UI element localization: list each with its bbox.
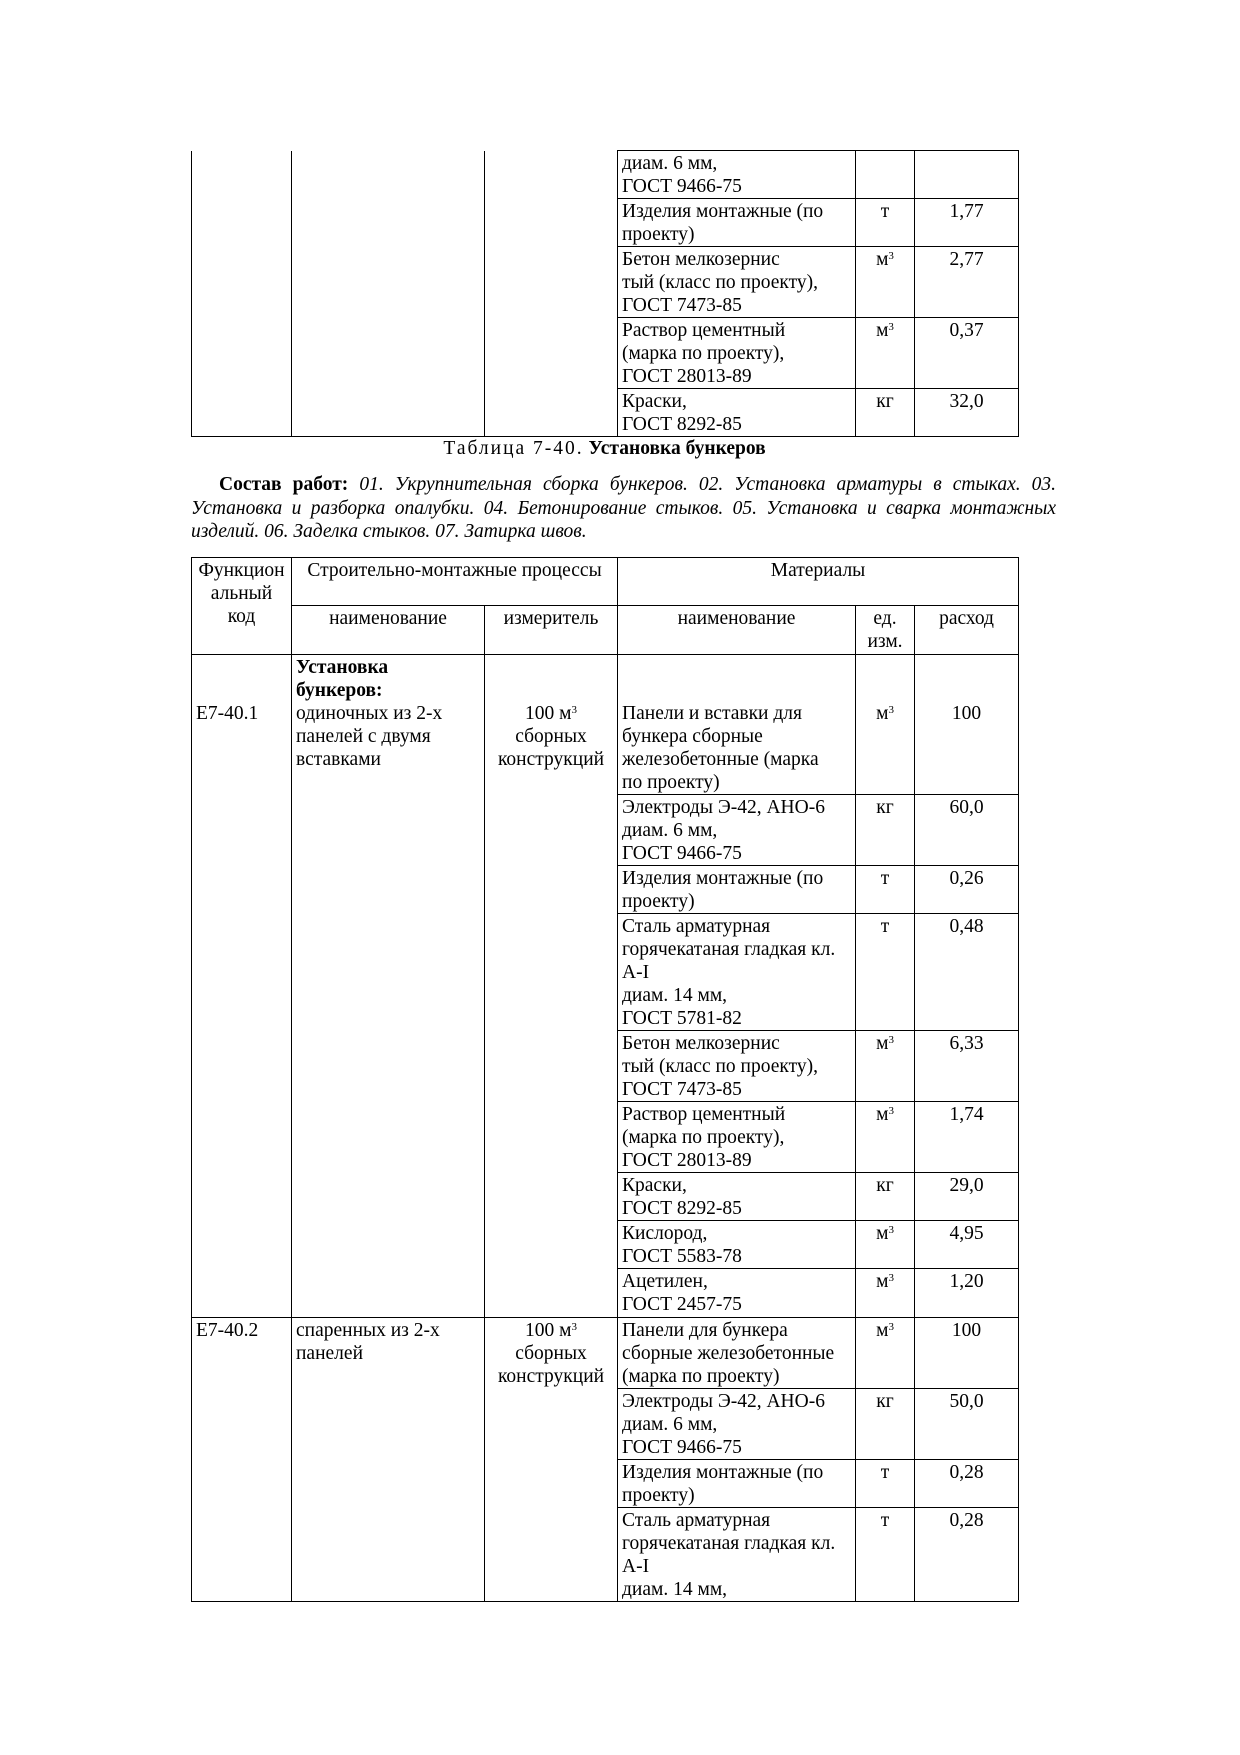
table-row	[192, 655, 1019, 795]
consumption-cell: 60,0	[915, 795, 1019, 866]
unit-cell: кг	[856, 1173, 915, 1221]
empty-code-cell	[192, 1031, 292, 1102]
material-name-cell: Кислород, ГОСТ 5583-78	[618, 1221, 856, 1269]
consumption-cell: 1,77	[915, 199, 1019, 247]
unit-cell: $м^3$	[856, 247, 915, 318]
table-row	[192, 914, 1019, 1031]
material-name-cell: Бетон мелкозернис тый (класс по проекту), ГОСТ 7473-85	[618, 1031, 856, 1102]
consumption-cell: 0,37	[915, 318, 1019, 389]
empty-meter-cell	[485, 866, 618, 914]
unit-cell: $м^3$	[856, 1102, 915, 1173]
table-row	[192, 866, 1019, 914]
consumption-cell: 29,0	[915, 1173, 1019, 1221]
empty-code-cell	[192, 1221, 292, 1269]
continuation-table	[191, 150, 1019, 437]
material-name-cell: Изделия монтажные (по проекту)	[618, 866, 856, 914]
consumption-cell: 2,77	[915, 247, 1019, 318]
consumption-cell: 50,0	[915, 1389, 1019, 1460]
empty-meter-cell	[485, 795, 618, 866]
consumption-cell: 0,26	[915, 866, 1019, 914]
unit-cell: $м^3$	[856, 1221, 915, 1269]
empty-code-cell	[192, 247, 292, 318]
material-name-cell: диам. 6 мм, ГОСТ 9466-75	[618, 151, 856, 199]
consumption-cell: 4,95	[915, 1221, 1019, 1269]
main-table-body	[192, 655, 1019, 1602]
consumption-cell: 0,28	[915, 1508, 1019, 1602]
process-name-cell: спаренных из 2-х панелей	[292, 1318, 485, 1389]
functional-code-cell: Е7-40.2	[192, 1318, 292, 1389]
consumption-cell: 0,48	[915, 914, 1019, 1031]
header-process-name: наименование	[292, 606, 485, 655]
empty-code-cell	[192, 866, 292, 914]
material-name-cell: Изделия монтажные (по проекту)	[618, 1460, 856, 1508]
empty-process-cell	[292, 914, 485, 1031]
table-row	[192, 247, 1019, 318]
empty-meter-cell	[485, 199, 618, 247]
main-table	[191, 557, 1019, 1602]
material-name-cell: Панели для бункера сборные железобетонные (марка по проекту)	[618, 1318, 856, 1389]
unit-cell: кг	[856, 1389, 915, 1460]
empty-meter-cell	[485, 1031, 618, 1102]
unit-cell: $м^3$	[856, 1269, 915, 1318]
empty-process-cell	[292, 1389, 485, 1460]
material-name-cell: Раствор цементный (марка по проекту), ГОСТ 28013-89	[618, 1102, 856, 1173]
unit-cell: $м^3$	[856, 655, 915, 795]
empty-code-cell	[192, 199, 292, 247]
header-materials: Материалы	[618, 558, 1019, 606]
caption-title: Установка бункеров	[588, 438, 766, 459]
caption-prefix: Таблица 7-40.	[443, 438, 584, 459]
unit-cell: $м^3$	[856, 318, 915, 389]
consumption-cell: 100	[915, 1318, 1019, 1389]
header-unit: ед. изм.	[856, 606, 915, 655]
table-row	[192, 389, 1019, 437]
table-row	[192, 1173, 1019, 1221]
material-name-cell: Сталь арматурная горячекатаная гладкая кл. А-I диам. 14 мм, ГОСТ 5781-82	[618, 914, 856, 1031]
table-row	[192, 1508, 1019, 1602]
composition-label: Состав работ:	[219, 474, 349, 495]
empty-meter-cell	[485, 1173, 618, 1221]
main-table-header	[192, 558, 1019, 655]
empty-meter-cell	[485, 1221, 618, 1269]
empty-code-cell	[192, 1508, 292, 1602]
header-processes: Строительно-монтажные процессы	[292, 558, 618, 606]
empty-meter-cell	[485, 247, 618, 318]
empty-process-cell	[292, 318, 485, 389]
material-name-cell: Электроды Э-42, АНО-6 диам. 6 мм, ГОСТ 9466-75	[618, 1389, 856, 1460]
unit-cell: т	[856, 199, 915, 247]
header-consumption: расход	[915, 606, 1019, 655]
empty-code-cell	[192, 1269, 292, 1318]
table-caption	[191, 438, 1018, 460]
table-row	[192, 1460, 1019, 1508]
continuation-table-body	[192, 151, 1019, 437]
material-name-cell: Ацетилен, ГОСТ 2457-75	[618, 1269, 856, 1318]
unit-cell: кг	[856, 389, 915, 437]
material-name-cell: Раствор цементный (марка по проекту), ГОСТ 28013-89	[618, 318, 856, 389]
table-row	[192, 1221, 1019, 1269]
empty-meter-cell	[485, 1389, 618, 1460]
empty-meter-cell	[485, 1508, 618, 1602]
consumption-cell: 6,33	[915, 1031, 1019, 1102]
table-row	[192, 1389, 1019, 1460]
empty-process-cell	[292, 1508, 485, 1602]
empty-process-cell	[292, 1102, 485, 1173]
consumption-cell: 32,0	[915, 389, 1019, 437]
empty-process-cell	[292, 199, 485, 247]
functional-code-cell: Е7-40.1	[192, 655, 292, 795]
empty-code-cell	[192, 389, 292, 437]
header-meter: измеритель	[485, 606, 618, 655]
material-name-cell: Изделия монтажные (по проекту)	[618, 199, 856, 247]
header-functional-code: Функцион альный код	[192, 558, 292, 655]
table-row	[192, 1031, 1019, 1102]
empty-code-cell	[192, 914, 292, 1031]
work-composition	[191, 473, 1056, 544]
empty-process-cell	[292, 1269, 485, 1318]
material-name-cell: Краски, ГОСТ 8292-85	[618, 389, 856, 437]
empty-process-cell	[292, 389, 485, 437]
empty-code-cell	[192, 1460, 292, 1508]
empty-meter-cell	[485, 1269, 618, 1318]
unit-cell: т	[856, 1508, 915, 1602]
empty-process-cell	[292, 1031, 485, 1102]
unit-cell: т	[856, 914, 915, 1031]
unit-cell: т	[856, 866, 915, 914]
empty-meter-cell	[485, 151, 618, 199]
header-material-name: наименование	[618, 606, 856, 655]
material-name-cell: Электроды Э-42, АНО-6 диам. 6 мм, ГОСТ 9466-75	[618, 795, 856, 866]
consumption-cell: 100	[915, 655, 1019, 795]
material-name-cell: Бетон мелкозернис тый (класс по проекту), ГОСТ 7473-85	[618, 247, 856, 318]
empty-process-cell	[292, 866, 485, 914]
table-row	[192, 199, 1019, 247]
unit-cell: $м^3$	[856, 1031, 915, 1102]
empty-meter-cell	[485, 1102, 618, 1173]
empty-process-cell	[292, 1173, 485, 1221]
empty-meter-cell	[485, 1460, 618, 1508]
empty-process-cell	[292, 1221, 485, 1269]
empty-code-cell	[192, 318, 292, 389]
empty-process-cell	[292, 795, 485, 866]
empty-code-cell	[192, 1102, 292, 1173]
consumption-cell: 1,74	[915, 1102, 1019, 1173]
empty-meter-cell	[485, 318, 618, 389]
table-row	[192, 1269, 1019, 1318]
material-name-cell: Панели и вставки для бункера сборные железобетонные (марка по проекту)	[618, 655, 856, 795]
composition-text: 01. Укрупнительная сборка бункеров. 02. Установка арматуры в стыках. 03. Установка и разборка опалубки. 04. Бетонирование стыков. 05. Установка и сварка монтажных изделий. 06. Заделка стыков. 07. Затирка швов.	[191, 474, 1057, 542]
unit-cell	[856, 151, 915, 199]
process-name-cell: Установка бункеров: одиночных из 2-х панелей с двумя вставками	[292, 655, 485, 795]
unit-cell: т	[856, 1460, 915, 1508]
table-row	[192, 318, 1019, 389]
empty-meter-cell	[485, 914, 618, 1031]
unit-cell: кг	[856, 795, 915, 866]
consumption-cell	[915, 151, 1019, 199]
empty-process-cell	[292, 247, 485, 318]
meter-cell: 100 $м^3$ сборных конструкций	[485, 655, 618, 795]
consumption-cell: 0,28	[915, 1460, 1019, 1508]
empty-code-cell	[192, 795, 292, 866]
table-row	[192, 1318, 1019, 1389]
meter-cell: 100 $м^3$ сборных конструкций	[485, 1318, 618, 1389]
consumption-cell: 1,20	[915, 1269, 1019, 1318]
table-row	[192, 1102, 1019, 1173]
empty-code-cell	[192, 151, 292, 199]
empty-code-cell	[192, 1173, 292, 1221]
material-name-cell: Сталь арматурная горячекатаная гладкая кл. А-I диам. 14 мм,	[618, 1508, 856, 1602]
empty-process-cell	[292, 151, 485, 199]
table-row	[192, 151, 1019, 199]
empty-process-cell	[292, 1460, 485, 1508]
material-name-cell: Краски, ГОСТ 8292-85	[618, 1173, 856, 1221]
table-row	[192, 795, 1019, 866]
empty-code-cell	[192, 1389, 292, 1460]
empty-meter-cell	[485, 389, 618, 437]
unit-cell: $м^3$	[856, 1318, 915, 1389]
